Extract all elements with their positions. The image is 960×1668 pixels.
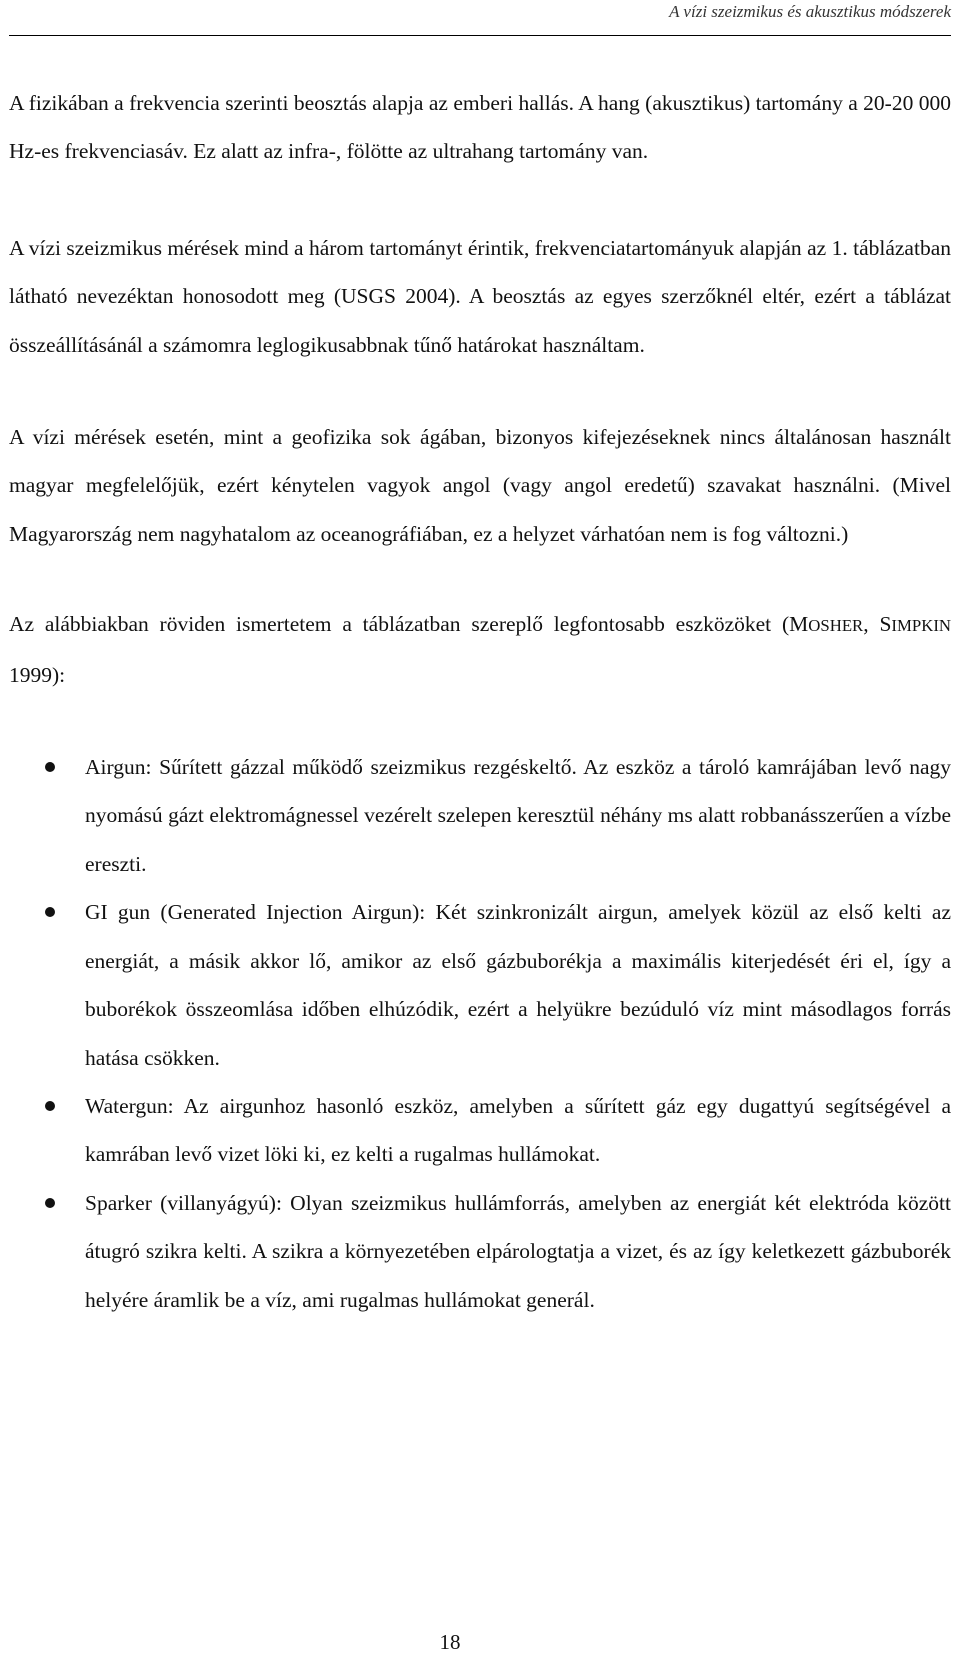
paragraph-terminology: A vízi mérések esetén, mint a geofizika sok ágában, bizonyos kifejezéseknek nincs általánosan használt magyar megfelelőjük, ezért kénytelen vagyok angol (vagy angol eredetű) szavakat használni. (Mivel Magyarország nem nagyhatalom az oceanográfiában, ez a helyzet várhatóan nem is fog változni.) <box>9 425 951 546</box>
page-body <box>9 79 951 1324</box>
citation: (MOSHER, SIMPKIN 1999): <box>9 612 952 687</box>
list-item-text: Watergun: Az airgunhoz hasonló eszköz, amelyben a sűrített gáz egy dugattyú segítségével a kamrában levő vizet löki ki, ez kelti a rugalmas hullámokat. <box>85 1093 951 1167</box>
instrument-list <box>9 743 951 1324</box>
header-rule <box>9 35 951 36</box>
paragraph-instruments-intro <box>9 600 951 699</box>
list-item-text: Airgun: Sűrített gázzal működő szeizmikus rezgéskeltő. Az eszköz a tároló kamrájában levő nagy nyomású gázt elektromágnessel vezérelt szelepen keresztül néhány ms alatt robbanásszerűen a vízbe ereszti. <box>85 755 951 876</box>
list-item-watergun <box>9 1082 951 1179</box>
list-item-text: Sparker (villanyágyú): Olyan szeizmikus hullámforrás, amelyben az energiát két elektróda között átugró szikra kelti. A szikra a környezetében elpárologtatja a vizet, és az így keletkezett gázbuborék helyére áramlik be a víz, ami rugalmas hullámokat generál. <box>85 1190 951 1312</box>
bullet-icon <box>45 762 55 772</box>
instruments-intro-text: Az alábbiakban röviden ismertetem a táblázatban szereplő legfontosabb eszközöket <box>9 612 772 637</box>
bullet-icon <box>45 1198 55 1208</box>
bullet-icon <box>45 1101 55 1111</box>
list-item-text: GI gun (Generated Injection Airgun): Két szinkronizált airgun, amelyek közül az első kelti az energiát, a másik akkor lő, amikor az első gázbuborékja a maximális kiterjedését éri el, így a buborékok összeomlása időben elhúzódik, ezért a helyükre bezúduló víz mint másodlagos forrás hatása csökken. <box>85 900 951 1070</box>
bullet-icon <box>45 907 55 917</box>
running-header-title: A vízi szeizmikus és akusztikus módszerek <box>669 2 951 21</box>
list-item-airgun <box>9 743 951 888</box>
running-header <box>0 0 960 36</box>
paragraph-nomenclature: A vízi szeizmikus mérések mind a három tartományt érintik, frekvenciatartományuk alapján az 1. táblázatban látható nevezéktan honosodott meg (USGS 2004). A beosztás az egyes szerzőknél eltér, ezért a táblázat összeállításánál a számomra leglogikusabbnak tűnő határokat használtam. <box>9 235 951 357</box>
paragraph-frequency-intro: A fizikában a frekvencia szerinti beosztás alapja az emberi hallás. A hang (akusztikus) tartomány a 20-20 000 Hz-es frekvenciasáv. Ez alatt az infra-, fölötte az ultrahang tartomány van. <box>9 91 951 164</box>
list-item-sparker <box>9 1179 951 1324</box>
list-item-gi-gun <box>9 888 951 1082</box>
page-number: 18 <box>439 1630 461 1654</box>
